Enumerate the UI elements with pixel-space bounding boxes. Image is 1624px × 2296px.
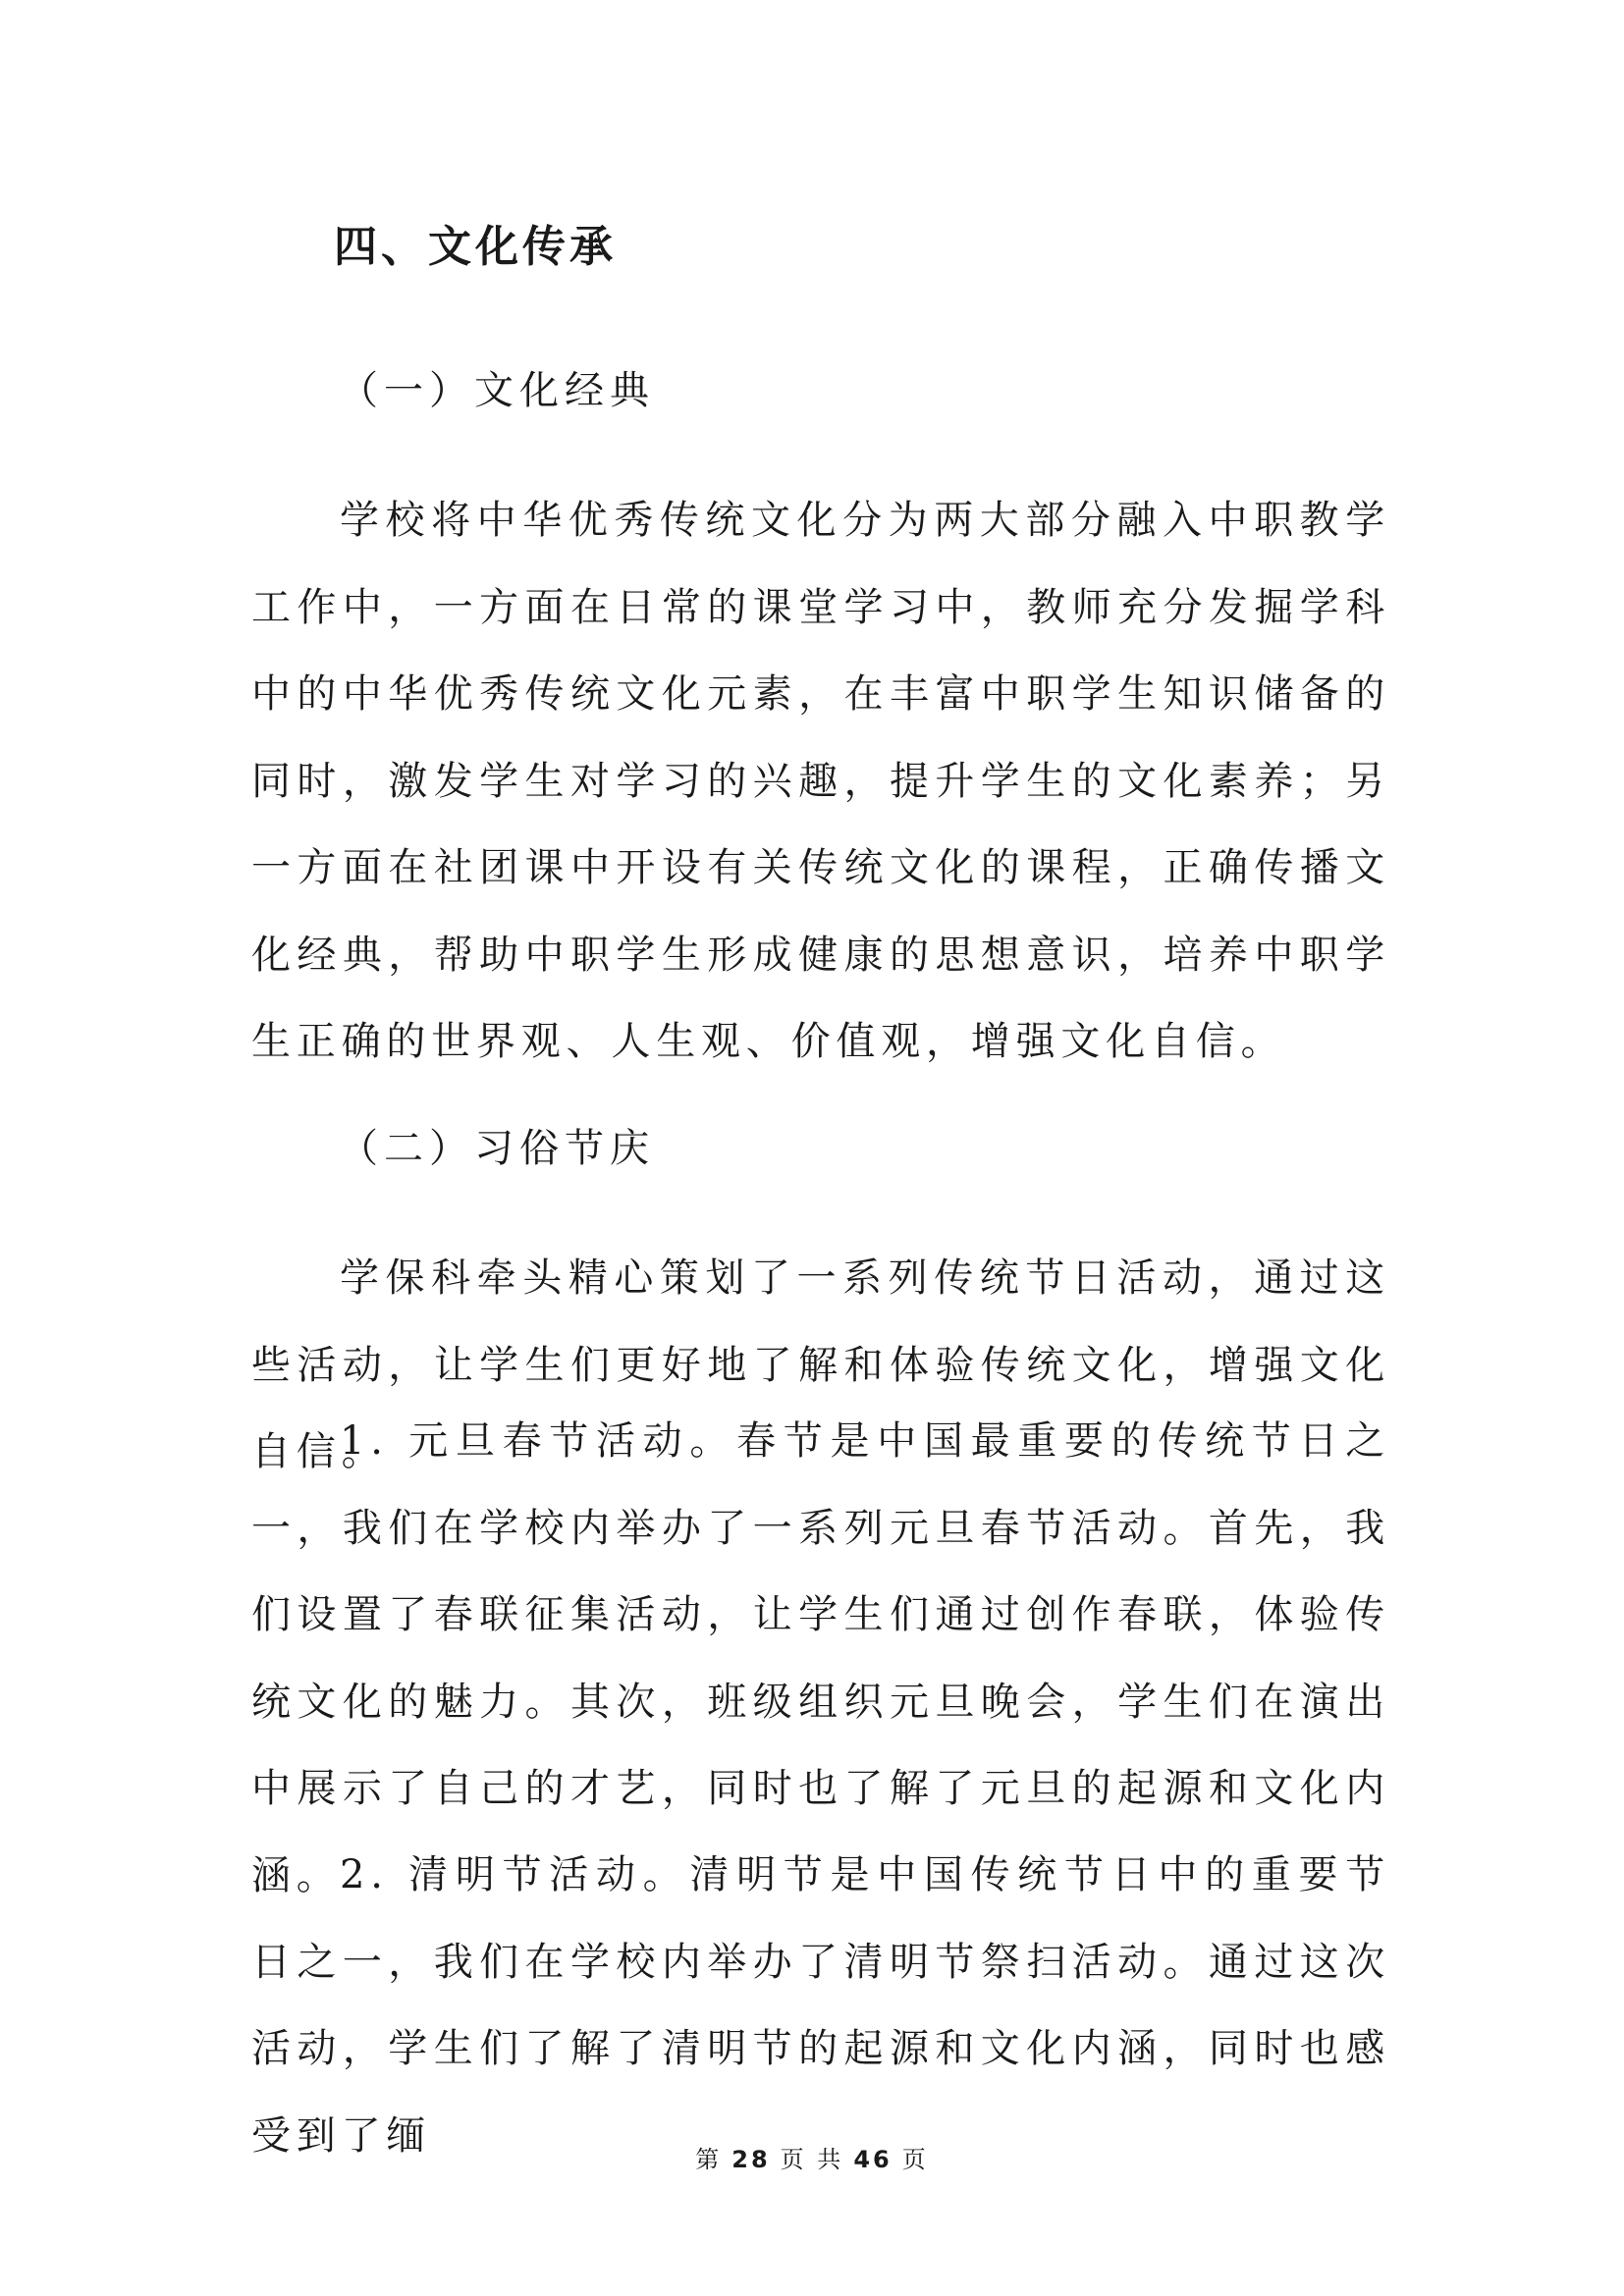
section-heading: 四、文化传承 — [334, 222, 617, 272]
paragraph-festival-intro: 学保科牵头精心策划了一系列传统节日活动，通过这些活动，让学生们更好地了解和体验传统文化，增强文化自信。 — [251, 1255, 1390, 1474]
footer-total-pages: 46 — [853, 2146, 893, 2173]
page-footer — [0, 2140, 1624, 2174]
paragraph-qingming-festival: 2. 清明节活动。清明节是中国传统节日中的重要节日之一，我们在学校内举办了清明节祭扫活动。通过这次活动，学生们了解了清明节的起源和文化内涵，同时也感受到了缅 — [251, 1852, 1390, 2159]
paragraph-new-year-spring-festival: 1. 元旦春节活动。春节是中国最重要的传统节日之一，我们在学校内举办了一系列元旦春节活动。首先，我们设置了春联征集活动，让学生们通过创作春联，体验传统文化的魅力。其次，班级组织元旦晚会，学生们在演出中展示了自己的才艺，同时也了解了元旦的起源和文化内涵。 — [251, 1418, 1390, 1898]
footer-middle: 页 共 — [780, 2146, 844, 2173]
subsection-heading-cultural-classics: （一）文化经典 — [339, 368, 655, 413]
subsection-heading-customs-festivals: （二）习俗节庆 — [339, 1126, 655, 1171]
footer-prefix: 第 — [695, 2146, 723, 2173]
footer-current-page: 28 — [731, 2146, 771, 2173]
paragraph-cultural-classics: 学校将中华优秀传统文化分为两大部分融入中职教学工作中，一方面在日常的课堂学习中，教师充分发掘学科中的中华优秀传统文化元素，在丰富中职学生知识储备的同时，激发学生对学习的兴趣，提升学生的文化素养；另一方面在社团课中开设有关传统文化的课程，正确传播文化经典，帮助中职学生形成健康的思想意识，培养中职学生正确的世界观、人生观、价值观，增强文化自信。 — [251, 498, 1390, 1064]
footer-suffix: 页 — [901, 2146, 929, 2173]
